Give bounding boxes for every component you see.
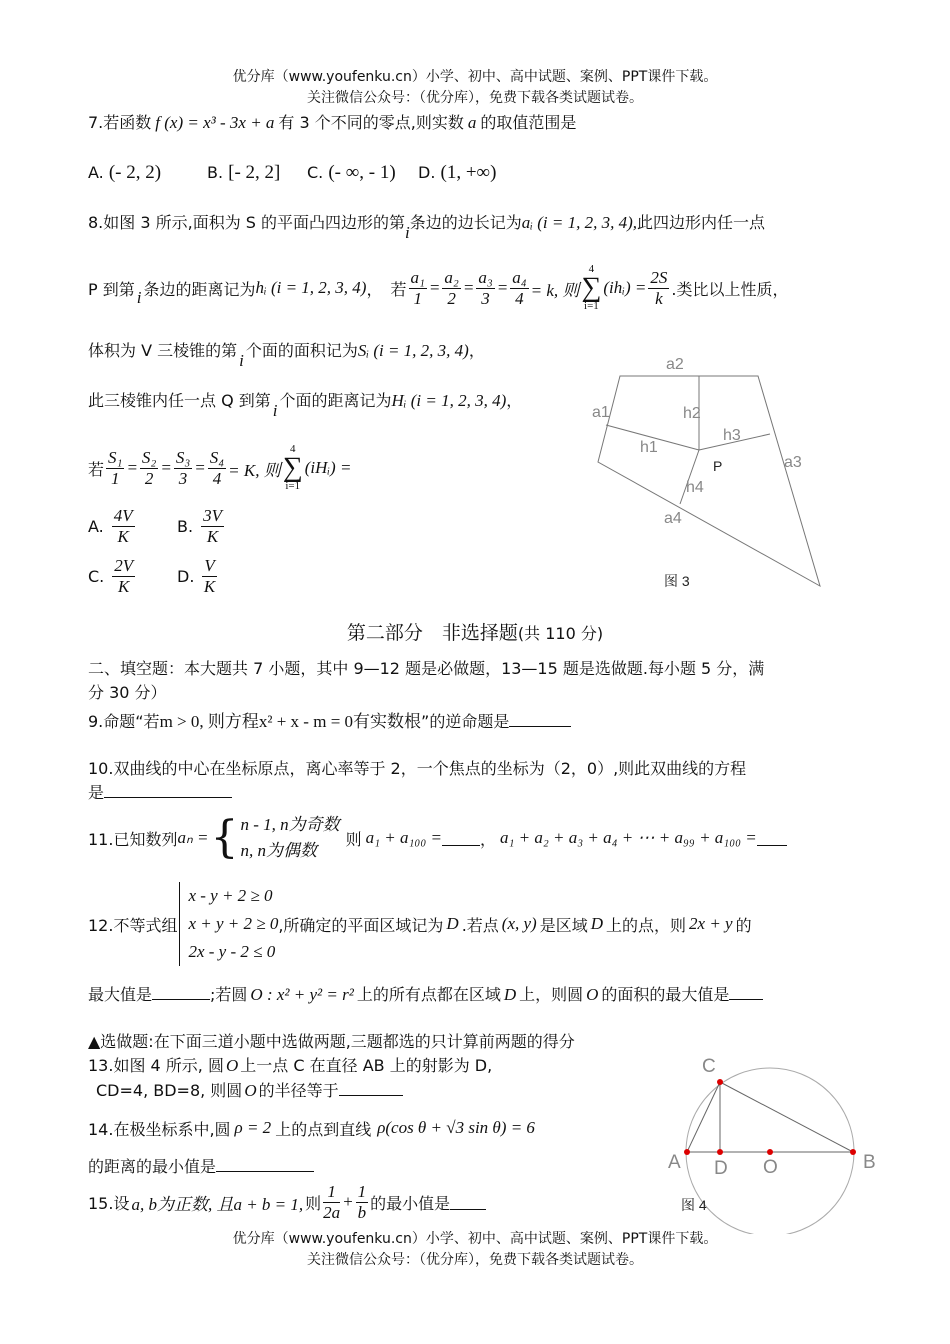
label-h2: h2 [683,405,701,422]
q8-fraction-s2: $\frac{\text{S₂}}{2}$ [141,447,157,488]
q8-option-a: A. $\frac{4V}{K}$ [88,506,133,546]
question-10-line-1: 10.双曲线的中心在坐标原点，离心率等于 2，一个焦点的坐标为（2，0）,则此双曲线的方程 [88,759,747,778]
fill-in-intro-line-1: 二、填空题：本大题共 7 小题，其中 9—12 题是必做题，13—15 题是选做题.每小题 5 分，满 [88,659,765,678]
point-b [850,1149,856,1155]
q8-fraction-s3: $\frac{\text{S₃}}{3}$ [175,447,191,488]
q8-fraction-a2: $\frac{\text{a₂}}{2}$ [444,267,459,308]
question-11: 11.已知数列 aₙ = { n - 1, n为奇数 n, n为偶数 则 a₁ + a₁₀₀ = ， a₁ + a₂ + a₃ + a₄ + ⋯ + a₉₉ + a₁₀₀ = [88,810,787,866]
q7-option-b: B. [- 2, 2] [207,162,281,183]
figure-3-caption: 图 3 [664,573,690,589]
q8-fraction-a3: $\frac{\text{a₃}}{3}$ [478,267,493,308]
figure-4-caption: 图 4 [681,1197,707,1213]
figure-4-circle [665,1048,895,1234]
q8-fraction-2s-k: $\frac{2S}{k}$ [650,267,668,308]
q8-sum-h: 4 ∑ i=1 [581,263,602,312]
fill-in-intro-line-2: 分 30 分） [88,683,167,702]
q8-line-1: 8.如图 3 所示,面积为 S 的平面凸四边形的第i条边的边长记为aᵢ (i = 1, 2, 3, 4),此四边形内任一点 [88,213,766,242]
q9-answer-blank[interactable] [509,712,571,727]
chord-ac [687,1082,720,1152]
question-12-line-2: 最大值是 ;若圆 O : x² + y² = r² 上的所有点都在区域 D 上，则圆 O 的面积的最大值是 [88,982,763,1005]
q8-option-b: B. $\frac{3V}{K}$ [177,506,222,546]
question-9: 9.命题“若m > 0, 则方程x² + x - m = 0有实数根”的逆命题是 [88,707,571,732]
q8-line-4: 此三棱锥内任一点 Q 到第i个面的距离记为Hᵢ (i = 1, 2, 3, 4)， [88,391,523,420]
q8-option-c: C. $\frac{2V}{K}$ [88,556,134,596]
question-15: 15.设 a, b为正数, 且a + b = 1, 则 $\frac{1}{2a}$ + $\frac{1}{b}$ 的最小值是 [88,1178,486,1226]
label-a4: a4 [664,510,682,527]
q8-line-2: P 到第 i 条边的距离记为 hᵢ (i = 1, 2, 3, 4) ， 若 $\frac{\text{a₁}}{1}$ = $\frac{\text{a₂}}{2}$ = $\frac{\text{a₃}}{3}$ = $\frac{\text{a₄}}{4}$ = k, 则 4 ∑ i=1 (ihᵢ) = $\frac{2S}{k}$ .类比以上性质， [88,263,789,312]
label-c: C [702,1056,716,1077]
label-a1: a1 [592,404,610,421]
q8-line-3: 体积为 V 三棱锥的第i个面的面积记为Sᵢ (i = 1, 2, 3, 4)， [88,341,485,370]
optional-questions-note: ▲选做题:在下面三道小题中选做两题,三题都选的只计算前两题的得分 [88,1032,575,1051]
chord-cb [720,1082,853,1152]
q11-blank-2[interactable] [757,831,787,846]
question-14-line-2: 的距离的最小值是 [88,1154,314,1177]
question-13-line-1: 13.如图 4 所示, 圆 O 上一点 C 在直径 AB 上的射影为 D, [88,1056,493,1075]
point-c [717,1079,723,1085]
q8-line-5: 若 $\frac{\text{S₁}}{1}$ = $\frac{\text{S₂}}{2}$ = $\frac{\text{S₃}}{3}$ = $\frac{\text{S₄}}{4}$ = K, 则 4 ∑ i=1 (iHᵢ) = [88,443,352,492]
q14-answer-blank[interactable] [216,1157,314,1172]
question-12-line-1: 12.不等式组 x - y + 2 ≥ 0 x + y + 2 ≥ 0 2x - y - 2 ≤ 0 ,所确定的平面区域记为 D .若点 (x, y) 是区域 D 上的点，则 2x + y 的 [88,880,752,968]
q8-fraction-s1: $\frac{\text{S₁}}{1}$ [108,447,123,488]
q15-answer-blank[interactable] [450,1195,486,1210]
q7-option-a: A. (- 2, 2) [88,162,162,183]
point-o [767,1149,773,1155]
point-a [684,1149,690,1155]
question-14-line-1: 14.在极坐标系中,圆 ρ = 2 上的点到直线 ρ(cos θ + √3 sin θ) = 6 [88,1118,535,1139]
label-a2: a2 [666,356,684,373]
label-h4: h4 [686,479,704,496]
label-a: A [668,1152,681,1173]
q12-blank-2[interactable] [729,985,763,1000]
part-2-title: 第二部分 非选择题(共 110 分) [346,622,604,644]
label-a3: a3 [784,454,802,471]
header-line-2: 关注微信公众号：（优分库），免费下载各类试题试卷。 [307,90,643,106]
q7-stem: 7.若函数 f (x) = x³ - 3x + a 有 3 个不同的零点,则实数 a 的取值范围是 [88,113,577,132]
q7-option-c: C. (- ∞, - 1) [307,162,396,183]
q8-fraction-a1: $\frac{\text{a₁}}{1}$ [410,267,425,308]
q8-sum-H: 4 ∑ i=1 [282,443,303,492]
label-h3: h3 [723,427,741,444]
q10-answer-blank[interactable] [104,783,232,798]
label-o: O [763,1157,778,1178]
q7-option-d: D. (1, +∞) [418,162,497,183]
label-h1: h1 [640,439,658,456]
q8-fraction-a4: $\frac{\text{a₄}}{4}$ [512,267,527,308]
label-d: D [714,1158,728,1179]
q13-answer-blank[interactable] [339,1081,403,1096]
figure-3-quadrilateral [580,350,840,600]
point-d [717,1149,723,1155]
label-p: P [713,458,723,474]
q8-option-d: D. $\frac{V}{K}$ [177,556,216,596]
footer-line-2: 关注微信公众号：（优分库），免费下载各类试题试卷。 [307,1252,643,1268]
footer-line-1: 优分库（www.youfenku.cn）小学、初中、高中试题、案例、PPT课件下载。 [232,1231,718,1247]
quadrilateral-outline [598,376,820,586]
q11-blank-1[interactable] [442,831,480,846]
q7-function: f (x) = x³ - 3x + a [155,113,275,132]
question-13-line-2: CD=4, BD=8, 则圆 O 的半径等于 [96,1078,403,1101]
label-b: B [863,1152,876,1173]
question-10-line-2: 是 [88,780,232,803]
q12-blank-1[interactable] [152,985,210,1000]
q8-fraction-s4: $\frac{\text{S₄}}{4}$ [209,447,225,488]
header-line-1: 优分库（www.youfenku.cn）小学、初中、高中试题、案例、PPT课件下载。 [232,69,718,85]
